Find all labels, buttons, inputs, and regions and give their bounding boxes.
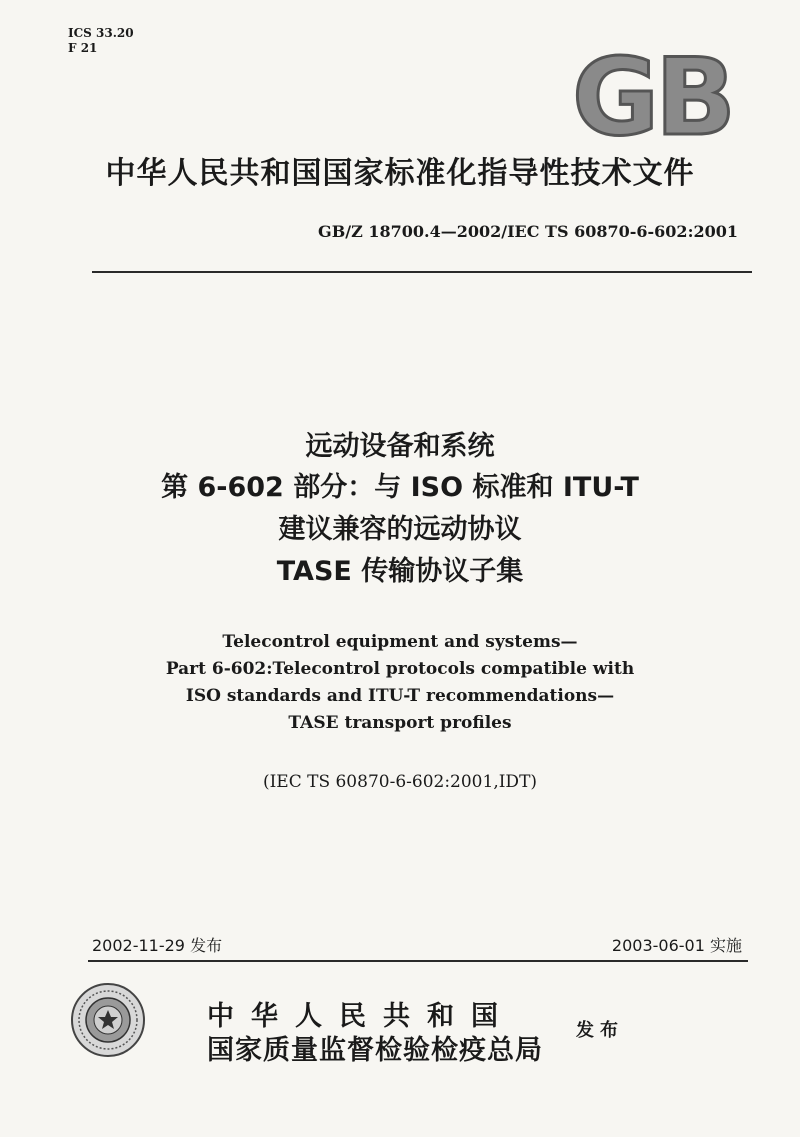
ics-code: ICS 33.20	[68, 26, 134, 40]
equivalence-note: (IEC TS 60870-6-602:2001,IDT)	[262, 772, 538, 792]
document-type-title: 中华人民共和国国家标准化指导性技术文件	[105, 156, 695, 191]
publisher-line-2: 国家质量监督检验检疫总局	[207, 1035, 543, 1066]
gb-logo	[556, 42, 748, 146]
title-zh-line-1: 远动设备和系统	[305, 431, 495, 462]
footer-divider	[88, 960, 748, 962]
publisher-line-1: 中华人民共和国	[207, 1001, 515, 1032]
classification-codes	[68, 26, 134, 56]
issue-date: 2002-11-29 发布	[92, 936, 223, 955]
ccs-code: F 21	[68, 41, 98, 55]
title-zh-line-2: 第 6-602 部分：与 ISO 标准和 ITU-T	[161, 472, 639, 503]
title-en-line-2: Part 6-602:Telecontrol protocols compatible with	[165, 659, 635, 679]
title-en-line-4: TASE transport profiles	[288, 713, 512, 733]
header-divider	[92, 271, 752, 273]
title-en-line-1: Telecontrol equipment and systems—	[222, 632, 578, 652]
publish-label: 发布	[576, 1020, 624, 1041]
standard-number: GB/Z 18700.4—2002/IEC TS 60870-6-602:2001	[318, 222, 738, 241]
title-en-line-3: ISO standards and ITU-T recommendations—	[185, 686, 615, 706]
title-zh-line-4: TASE 传输协议子集	[276, 556, 524, 587]
implementation-date: 2003-06-01 实施	[611, 936, 742, 955]
national-emblem-seal-icon	[70, 982, 146, 1058]
title-zh-line-3: 建议兼容的远动协议	[278, 514, 522, 545]
gb-logo-text: GB	[572, 42, 732, 146]
